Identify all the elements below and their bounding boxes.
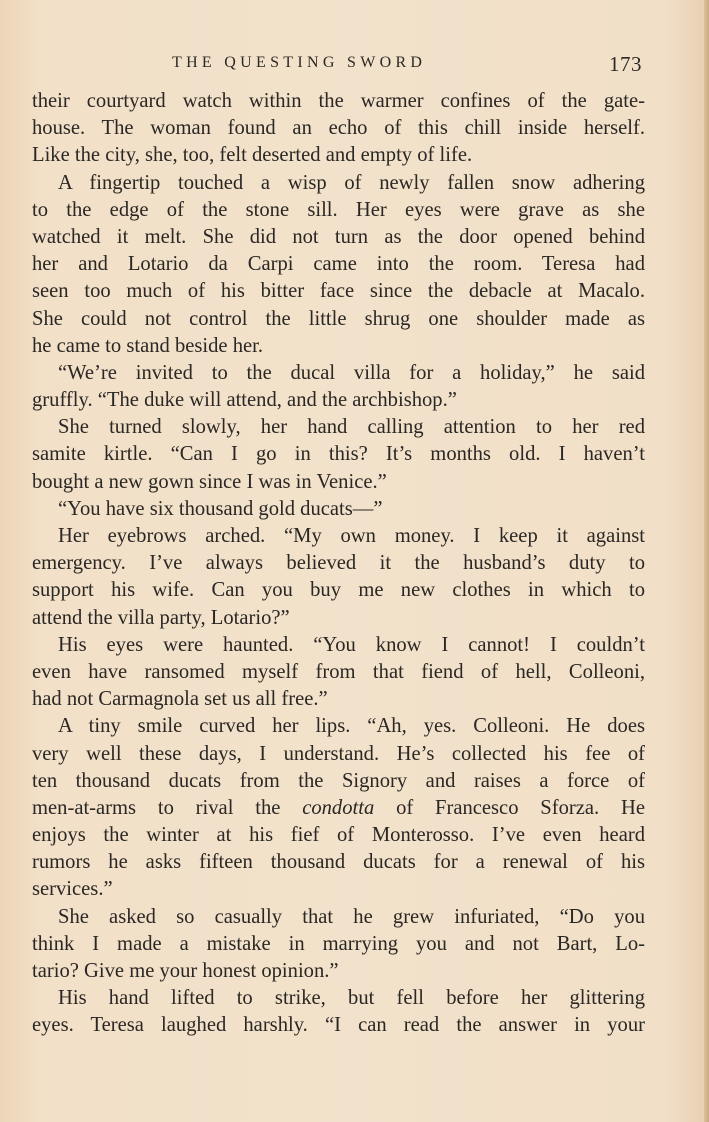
text-line: “You have six thousand gold ducats—” [58, 497, 383, 520]
text-line: A tiny smile curved her lips. “Ah, yes. Colleoni. He does [58, 715, 645, 738]
text-line: attend the villa party, Lotario?” [32, 606, 290, 629]
text-line: Like the city, she, too, felt deserted and empty of life. [32, 144, 473, 167]
text-line: support his wife. Can you buy me new clothes in which to [32, 579, 645, 602]
text-line: Her eyebrows arched. “My own money. I keep it against [58, 525, 645, 547]
text-line: She turned slowly, her hand calling attention to her red [58, 416, 645, 439]
text-line: She asked so casually that he grew infuriated, “Do you [58, 905, 645, 928]
text-line: to the edge of the stone sill. Her eyes were grave as she [32, 198, 645, 221]
page-edge [704, 0, 709, 1122]
text-line: watched it melt. She did not turn as the door opened behind [32, 225, 645, 248]
body-text [32, 88, 645, 1040]
text-line: bought a new gown since I was in Venice.” [32, 470, 387, 493]
text-line: She could not control the little shrug one shoulder made as [32, 307, 645, 330]
italic-term: condotta [302, 796, 375, 819]
text-line: he came to stand beside her. [32, 334, 264, 357]
text-line [32, 795, 645, 822]
text-line: tario? Give me your honest opinion.” [32, 960, 339, 982]
text-line: samite kirtle. “Can I go in this? It’s months old. I haven’t [32, 443, 645, 466]
text-line: their courtyard watch within the warmer confines of the gate- [32, 90, 645, 112]
text-line: think I made a mistake in marrying you and not Bart, Lo- [32, 932, 645, 955]
text-line: emergency. I’ve always believed it the husband’s duty to [32, 552, 645, 575]
text-line: seen too much of his bitter face since the debacle at Macalo. [32, 280, 645, 303]
text-line: services.” [32, 878, 113, 901]
text-line: very well these days, I understand. He’s collected his fee of [32, 742, 645, 765]
text-line: A fingertip touched a wisp of newly fallen snow adhering [58, 171, 645, 194]
running-title: THE QUESTING SWORD [172, 54, 427, 71]
text-line: even have ransomed myself from that fiend of hell, Colleoni, [32, 660, 645, 683]
text-line: gruffly. “The duke will attend, and the archbishop.” [32, 389, 457, 412]
text-line: eyes. Teresa laughed harshly. “I can read the answer in your [32, 1014, 645, 1037]
running-header [172, 52, 642, 78]
page-number: 173 [609, 52, 642, 76]
text-line: His hand lifted to strike, but fell before her glittering [58, 987, 645, 1010]
text-line: His eyes were haunted. “You know I cannot! I couldn’t [58, 633, 645, 656]
text-line: ten thousand ducats from the Signory and raises a force of [32, 769, 645, 792]
text-line: her and Lotario da Carpi came into the room. Teresa had [32, 253, 645, 276]
text-line: house. The woman found an echo of this chill inside herself. [32, 117, 645, 140]
text-segment: of Francesco Sforza. He [374, 796, 645, 819]
text-line: had not Carmagnola set us all free.” [32, 688, 328, 711]
text-line: “We’re invited to the ducal villa for a holiday,” he said [58, 361, 645, 384]
text-line: rumors he asks fifteen thousand ducats for a renewal of his [32, 851, 645, 874]
text-line: enjoys the winter at his fief of Monterosso. I’ve even heard [32, 824, 645, 847]
text-segment: men-at-arms to rival the [32, 796, 303, 819]
